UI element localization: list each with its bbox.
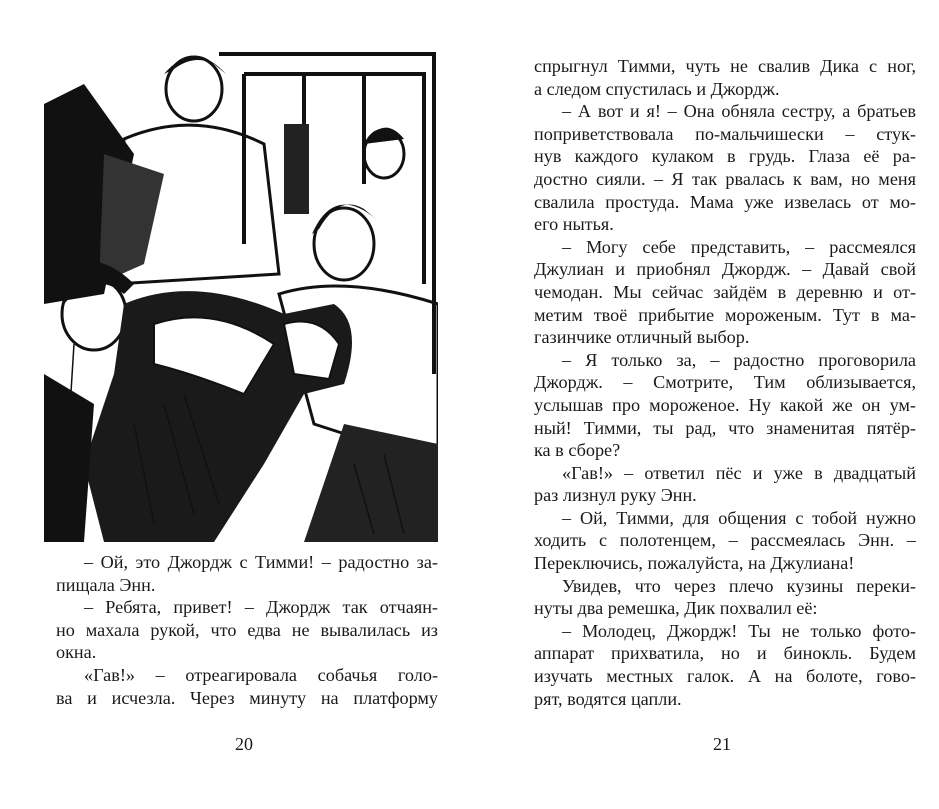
paragraph <box>534 55 916 100</box>
paragraph <box>56 596 438 664</box>
text-line: поприветствовала по-мальчишески – стук- <box>534 123 916 144</box>
text-line: ка в сборе? <box>534 440 621 461</box>
paragraph <box>534 236 916 349</box>
text-line: его нытья. <box>534 214 614 235</box>
text-line: – А вот и я! – Она обняла сестру, а братьев <box>562 101 916 122</box>
illustration-children-and-dog <box>44 44 438 542</box>
left-page-text <box>56 551 438 709</box>
text-line: метим твоё прибытие мороженым. Тут в ма- <box>534 304 916 325</box>
paragraph <box>534 620 916 710</box>
text-line: рят, водятся цапли. <box>534 688 682 709</box>
text-line: изучать местных галок. А на болоте, гово- <box>534 666 916 687</box>
text-line: – Молодец, Джордж! Ты не только фото- <box>562 620 916 641</box>
page-number-left: 20 <box>235 734 253 754</box>
text-line: окна. <box>56 642 97 663</box>
paragraph <box>56 551 438 596</box>
paragraph <box>534 100 916 236</box>
page-number-right: 21 <box>713 734 731 754</box>
text-line: – Ребята, привет! – Джордж так отчаян- <box>84 597 438 618</box>
text-line: раз лизнул руку Энн. <box>534 485 697 506</box>
text-line: «Гав!» – ответил пёс и уже в двадцатый <box>562 462 916 483</box>
text-line: пищала Энн. <box>56 574 156 595</box>
paragraph <box>534 507 916 575</box>
text-line: услышав про мороженое. Ну какой же он ум- <box>534 394 916 415</box>
text-line: но махала рукой, что едва не вывалилась из <box>56 619 438 640</box>
text-line: ва и исчезла. Через минуту на платформу <box>56 687 438 708</box>
right-page-text <box>534 55 916 710</box>
text-line: нуты два ремешка, Дик похвалил её: <box>534 598 818 619</box>
text-line: ходить с полотенцем, – рассмеялась Энн. – <box>534 530 916 551</box>
text-line: достно сияли. – Я так рвалась к вам, но меня <box>534 168 916 189</box>
text-line: спрыгнул Тимми, чуть не свалив Дика с ног, <box>534 56 916 76</box>
text-line: Переключись, пожалуйста, на Джулиана! <box>534 553 855 574</box>
text-line: ный! Тимми, ты рад, что знаменитая пятёр- <box>534 417 916 438</box>
text-line: – Ой, это Джордж с Тимми! – радостно за- <box>84 552 438 572</box>
text-line: аппарат прихватила, но и бинокль. Будем <box>534 643 916 664</box>
right-page <box>470 0 939 809</box>
text-line: Увидев, что через плечо кузины переки- <box>562 575 916 596</box>
text-line: Джордж. – Смотрите, Тим облизывается, <box>534 372 916 393</box>
paragraph <box>534 349 916 462</box>
text-line: Джулиан и приобнял Джордж. – Давай свой <box>534 259 916 280</box>
text-line: «Гав!» – отреагировала собачья голо- <box>84 664 438 685</box>
text-line: а следом спустилась и Джордж. <box>534 78 780 99</box>
text-line: – Ой, Тимми, для общения с тобой нужно <box>562 507 916 528</box>
text-line: газинчике отличный выбор. <box>534 327 750 348</box>
paragraph <box>56 664 438 709</box>
text-line: – Могу себе представить, – рассмеялся <box>562 236 916 257</box>
text-line: – Я только за, – радостно проговорила <box>562 349 916 370</box>
text-line: свалила простуда. Мама уже извелась от мо- <box>534 191 916 212</box>
paragraph <box>534 462 916 507</box>
paragraph <box>534 575 916 620</box>
text-line: нув каждого кулаком в грудь. Глаза её ра- <box>534 146 916 167</box>
text-line: чемодан. Мы сейчас зайдём в деревню и от- <box>534 281 916 302</box>
